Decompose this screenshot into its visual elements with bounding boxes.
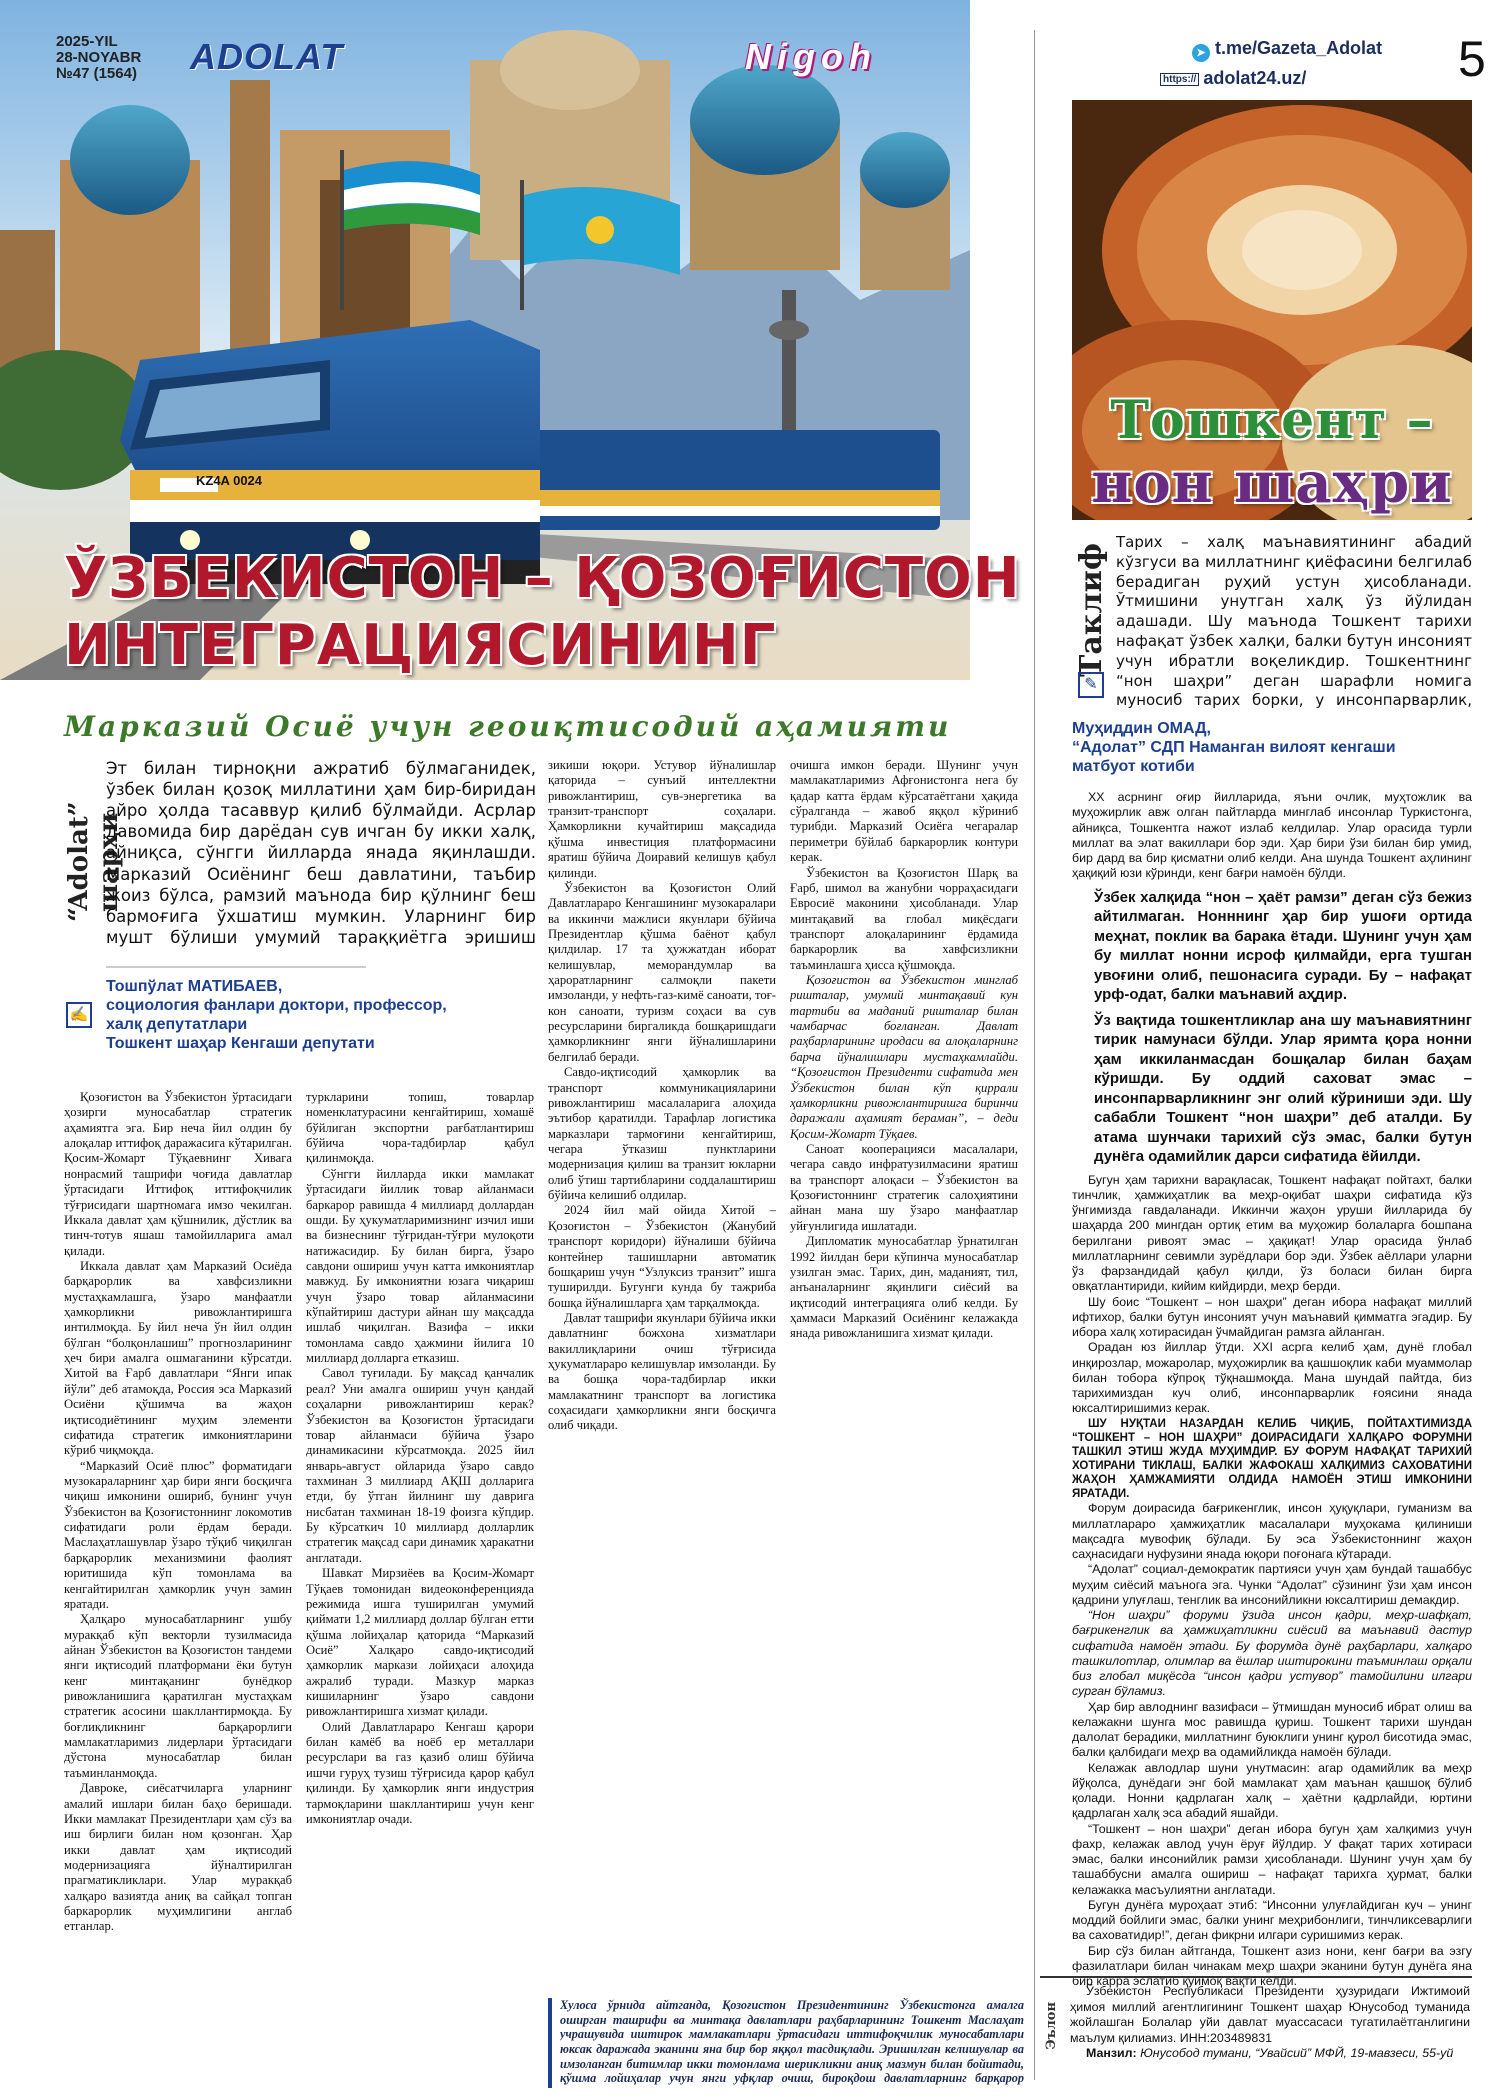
telegram-url: t.me/Gazeta_Adolat <box>1215 38 1383 58</box>
side-paragraph: Ҳар бир авлоднинг вазифаси – ўтмишдан муносиб ибрат олиш ва келажакни шунга мос равишда қуриш. Тошкент тарихи шундан далолат берадики, миллатнинг буюклиги унинг қурол бисотида эмас, балки қалбидаги меҳр ва одамийликда намоён бўлади. <box>1072 1699 1472 1760</box>
issue-info <box>56 34 141 81</box>
locomotive-plate <box>196 473 262 488</box>
side-bold-paragraph: Ўзбек халқида “нон – ҳаёт рамзи” деган сўз бежиз айтилмаган. Нонннинг ҳар бир ушоғи ортида меҳнат, поклик ва барака ётади. Шунинг учун ҳам бу миллат нонни исроф қилмайди, ерга тушган увоғини олиб, пешонасига суради. Бу – нафақат урф-одат, балки маънавий аҳдир. <box>1094 888 1472 1003</box>
page-divider <box>1034 30 1035 2080</box>
section-name: Nigoh <box>745 36 877 77</box>
side-paragraph: Бир сўз билан айтганда, Тошкент азиз нони, кенг бағри ва эзгу фазилатлари билан чинакам меҳр шаҳри эканини бутун дунёга яна бир карра эслатиб қўймоқ вақти келди. <box>1072 1943 1472 1989</box>
website-url: adolat24.uz/ <box>1203 68 1307 88</box>
main-paragraph: 2024 йил май ойида Хитой – Қозоғистон – Ўзбекистон (Жанубий транспорт коридори) йўналиши бўйича контейнер ташишларни автоматик бошқариш учун “Узлуксиз транзит” ишга туширилди. Бугунги кунда бу тажриба бошқа йўналишларга ҳам тарқалмоқда. <box>548 1203 776 1310</box>
side-paragraph: XX асрнинг оғир йилларида, яъни очлик, муҳтожлик ва муҳожирлик авж олган пайтларда минглаб инсонлар Туркистонга, айниқса, Тошкентга нажот излаб келдилар. Улар орасида турли миллат ва элат вакиллари бор эди. Ҳар бири ўзи билан бир умид, бир дард ва бир қисматни олиб келди. Ана шунда Тошкент аҳлининг ҳақиқий юзи кўринди, кенг бағри намоён бўлди. <box>1072 790 1472 881</box>
side-paragraph: Бугун дунёга муроҳаат этиб: “Инсонни улуғлайдиган куч – унинг моддий бойлиги эмас, балки унинг меҳрибонлиги, тинчликсеварлиги ва саховатидир!”, деган фикрни илгари суришимиз керак. <box>1072 1897 1472 1943</box>
main-author-title1: социология фанлари доктори, профессор, <box>106 996 447 1014</box>
main-italic-paragraph: Қозоғистон ва Ўзбекистон минглаб ришталар, умумий минтақавий кун тартиби ва маданий ришталар билан чамбарчас боғланган. Давлат раҳбарларининг иродаси ва алоқаларнинг барча йўналишлари мустаҳкамлайди. “Қозоғистон Президенти сифатида мен Ўзбекистон билан кўп қиррали ҳамкорликни ривожлантиришга биринчи даражали аҳамият бераман”, – деди Қосим-Жомарт Тўқаев. <box>790 973 1018 1141</box>
notice-label: Эълон <box>1044 2002 1059 2050</box>
main-paragraph: Ўзбекистон ва Қозоғистон Шарқ ва Ғарб, шимол ва жанубни чорраҳасидаги Евросиё маконини ҳисобланади. Улар минтақавий ва глобал миқёсдаги транспорт алоқаларининг ёрдамида баркарорлик ва хавфсизликни таъминлашга ҳисса қўшмоқда. <box>790 865 1018 972</box>
side-paragraph: Бугун ҳам тарихни варақласак, Тошкент нафақат пойтахт, балки тинчлик, ҳамжиҳатлик ва меҳр-оқибат шаҳри сифатида кўз ўнгимизда гавдаланади. Иккинчи жаҳон уруши йилларида бу шаҳарда 200 мингдан ортиқ етим ва муҳожир болаларга бошпана берилгани ривоят эмас – ҳақиқат! Улар орасида ўнлаб миллатларнинг севимли зурёдлари бор эди. Ўзбек аёллари уларни ўз фарзандидай қабул қилди, ўз боласи билан бирга овқатлантириди, кийим кийдирди, меҳр берди. <box>1072 1172 1472 1294</box>
main-paragraph: Давроке, сиёсатчиларга уларнинг амалий ишлари билан баҳо беришади. Икки мамлакат Президентлари ҳам сўз ва иш бирлиги билан ном қозонган. Ҳар икки давлат ҳам иқтисодий модернизацияга йўналтирилган прагматикликлари. Улар муракқаб халқаро вазиятда аниқ ва сайқал топган баркарорлик муҳимлигини англаб етганлар. <box>64 1781 292 1934</box>
main-paragraph: Қозоғистон ва Ўзбекистон ўртасидаги ҳозирги муносабатлар стратегик аҳамиятга эга. Бир неча йил олдин бу алоқалар иттифоқ даражасига кўтарилган. Қосим-Жомарт Тўқаевнинг Хивага нонрасмий ташрифи чоғида давлатлар ўртасидаги Иттифоқ иттифоқчилик тўғрисидаги шартномага имзо чекилган. Иккала давлат ҳам қўшнилик, дўстлик ва тинч-тотув яшаш тамойилларига амал қилади. <box>64 1090 292 1258</box>
side-lead: Тарих – халқ маънавиятининг абадий кўзгуси ва миллатнинг қиёфасини белгилаб берадиган руҳий устун ҳисобланади. Ўтмишини унутган халқ ўз йўлидан адашади. Шу маънода Тошкент тарихи нафақат ўзбек халқи, балки бутун инсоният учун ибратли воқеликдир. Тошкентнинг “нон шаҳри” деган шарафли номига муносиб тарих борки, у инсонпарварлик, <box>1116 533 1472 710</box>
side-title-line2: нон шаҳри <box>1091 450 1453 516</box>
issue-year: 2025-YIL <box>56 33 118 50</box>
page-number: 5 <box>1458 31 1486 87</box>
side-body <box>1072 790 1472 2030</box>
side-caps-paragraph: ШУ НУҚТАИ НАЗАРДАН КЕЛИБ ЧИҚИБ, ПОЙТАХТИМИЗДА “ТОШКЕНТ – НОН ШАҲРИ” ДОИРАСИДАГИ ХАЛҚАРО ФОРУМНИ ТАШКИЛ ЭТИШ ЖУДА МУҲИМДИР. БУ ФОРУМ НАФАҚАТ ТАРИХИЙ ХОТИРАНИ ТИКЛАШ, БАЛКИ ЖАФОКАШ ХАЛҚИМИЗ САХОВАТИНИ ЖАҲОН ҲАМЖАМИЯТИ ОЛДИДА НАМОЁН ЭТИШ ИМКОНИНИ ЯРАТАДИ. <box>1072 1417 1472 1501</box>
main-paragraph: Дипломатик муносабатлар ўрнатилган 1992 йилдан бери кўпинча муносабатлар узилган эмас. Тарих, дин, маданият, тил, анъаналарнинг яқинлиги сиёсий ва иқтисодий интеграцияга олиб келди. Бу ҳаммаси Марказий Осиёнинг келажакда янада ривожланишига хизмат қилади. <box>790 1234 1018 1341</box>
side-byline <box>1072 720 1472 777</box>
telegram-link[interactable] <box>1192 38 1382 62</box>
locomotive-number: 0024 <box>233 473 263 488</box>
main-paragraph: Иккала давлат ҳам Марказий Осиёда барқарорлик ва хавфсизликни мустаҳкамлашга, ўзаро манфаатли ҳамкорликни ривожлантиришга интилмоқда. Бу йил неча ўн йил олдин бўлган “болқонлашиш” прогнозларининг ҳеч бири амалга ошмаганини кўрсатди. Хитой ва Ғарб давлатлари “Янги ипак йўли” деб атамоқда, Россия эса Марказий Осиёни қўшимча ва жаҳон иқтисодиётининг муҳим элементи сифатида стратегик имкониятларини кўриб чиқмоқда. <box>64 1258 292 1458</box>
main-column-1 <box>64 1090 292 2080</box>
notice-address: Юнусобод тумани, “Увайсий” МФЙ, 19-мавзеси, 55-уй <box>1140 2046 1454 2060</box>
hero-subtitle: Марказий Осиё учун геоиқтисодий аҳамияти <box>64 710 952 743</box>
commentary-icon: ✍ <box>66 1002 92 1028</box>
main-column-4 <box>790 758 1018 1998</box>
main-paragraph: Савол туғилади. Бу мақсад қанчалик реал? Уни амалга ошириш учун қандай соҳаларни ривожлантириш керак? Ўзбекистон ва Қозоғистон ўртасидаги товар айланмаси бўйича ўзаро динамикасини кўрсатмоқда. 2025 йил январь-август ойларида ўзаро савдо тахминан 3 миллиард АҚШ долларига етди, бу ўтган йилнинг шу даврига нисбатан тахминан 18-19 фоизга кўпдир. Бу кўрсаткич 10 миллиард долларлик стратегик мақсад сари динамик ҳаракатни англатади. <box>306 1366 534 1565</box>
issue-date: 28-NOYABR <box>56 48 142 66</box>
main-rubric: “Adolat” шарҳи <box>64 801 124 923</box>
main-paragraph: зикиши юқори. Устувор йўналишлар қаторида – сунъий интеллектни ривожлантириш, сув-энергетика ва транзит-транспорт соҳалари. Ҳамкорликни кучайтириш мақсадида қўшма инвестиция платформасини яратиш бўйича Доиравий келишув қабул қилинди. <box>548 758 776 880</box>
main-paragraph: очишга имкон беради. Шунинг учун мамлакатларимиз Афғонистонга нега бу қадар катта ёрдам кўрсатаётгани ҳақида сўралганда – жавоб яққол кўриниб турибди. Марказий Осиёга чегаралар периметри бўйлаб баркарорлик контури керак. <box>790 758 1018 865</box>
main-column-2 <box>306 1090 534 2080</box>
main-paragraph: Сўнгги йилларда икки мамлакат ўртасидаги йиллик товар айланмаси баркарор равишда 4 миллиард доллардан ошди. Бу ҳукуматларимизнинг изчил иши ва бизнеснинг тўғридан-тўғри мулоқоти натижасидир. Бу билан бирга, ўзаро савдони ошириш учун катта имкониятлар мавжуд. Бу имкониятни юзага чиқариш учун ўзаро товар айланмасини кўпайтириш дастури айнан шу мақсадда ишлаб чиқилган. Вазифа – икки томонлама савдо ҳажмини йилига 10 миллиард долларга етказиш. <box>306 1166 534 1366</box>
pull-quote <box>548 1998 1024 2088</box>
pull-quote-text: Хулоса ўрнида айтганда, Қозоғистон Президентининг Ўзбекистонга амалга оширган ташрифи ва минтақа давлатлари раҳбарларининг Тошкент Маслаҳат учрашувида иштирок мамлакатлари ўртасидаги иттифоқчилик муносабатлари юксак даражада эканини яна бир бор яққол тасдиқлади. Эришилган келишувлар ва имзоланган битимлар икки томонлама шерикликни аниқ мазмун билан бойитади, қўшма лойиҳалар учун янги уфқлар очиш, бироқдош давлатларнинг барқарор <box>560 1998 1024 2086</box>
web-prefix-badge: https:// <box>1160 73 1199 86</box>
hero-title-line2: ИНТЕГРАЦИЯСИНИНГ <box>64 613 777 678</box>
main-paragraph: Олий Давлатлараро Кенгаш қарори билан камёб ва ноёб ер металлари ресурслари ва газ қазиб олиш бўйича ишчи гуруҳ тузиш тўғрисида қарор қабул қилинди. Бу ҳамкорлик янги индустрия тармоқларини шакллантириш учун кенг имкониятлар очади. <box>306 1719 534 1826</box>
notice-text: Ўзбекистон Республикаси Президенти ҳузуридаги Ижтимоий ҳимоя миллий агентлигининг Тошкент шаҳар Юнусобод туманида жойлашган Болалар уйи давлат муассасаси тугатилаётганлигини маълум қилиамиз. ИНН:203489831 <box>1070 1984 1470 2045</box>
side-rubric: Таклиф <box>1074 543 1109 677</box>
side-italic-paragraph: “Нон шаҳри” форуми ўзида инсон қадри, меҳр-шафқат, бағрикенглик ва ҳамжиҳатликни сиёсий ва маънавий дастур сифатида намоён этади. Бу форумда дунё раҳбарлари, халқаро ташкилотлар, олимлар ва ёшлар иштирокини таъминлаш орқали биз глобал миқёсда “инсон қадри устувор” тамойилини илгари сурган бўламиз. <box>1072 1608 1472 1699</box>
locomotive-label: KZ4A <box>196 473 230 488</box>
main-paragraph: Ҳалқаро муносабатларнинг ушбу муракқаб кўп векторли тузилмасида айнан Ўзбекистон ва Қозоғистон тандеми янги иқтисодий платформани ёки бутун кенг минтақанинг бунёдкор ривожланишига қаратилган мустаҳкам стратегик асосини шакллантирмоқда. Бу боғлиқликнинг барқарорлиги мамлакатларимиз лидерлари ўртасидаги дўстона муносабатлар билан таъминланмоқда. <box>64 1612 292 1780</box>
newspaper-logo: ADOLAT <box>190 36 344 77</box>
main-paragraph: Савдо-иқтисодий ҳамкорлик ва транспорт коммуникацияларини ривожлантириш масалаларига алоҳида эътибор қаратилди. Тарафлар логистика марказлари тармоғини кенгайтириш, чегара ўтказиш пунктларини модернизация қилиш ва транзит юкларни олиб ўтиш тартибларини соддалаштириш бўйича келишиб олдилар. <box>548 1065 776 1203</box>
issue-number: №47 (1564) <box>56 64 137 82</box>
main-author-title3: Тошкент шаҳар Кенгаши депутати <box>106 1034 375 1052</box>
side-bold-paragraph: Ўз вақтида тошкентликлар ана шу маънавиятнинг тирик намунаси бўлди. Улар яримта қора нонни ҳам иккиланмасдан бошқалар билан баҳам кўришди. Бу оддий саховат эмас – инсонпарварликнинг энг олий кўриниши эди. Шу сабабли Тошкент “нон шаҳри” деб аталди. Бу атама шунчаки тарихий сўз эмас, балки бутун дунёга одамийлик дарси сифатида ёйилди. <box>1094 1011 1472 1165</box>
side-paragraph: Келажак авлодлар шуни унутмасин: агар одамийлик ва меҳр йўқолса, дунёдаги энг бой мамлакат ҳам маънан қашшоқ бўлиб қолади. Нонни қадрлаган халқ – ҳаётни қадрлайди, юртини қадрлаган халқ эса абадий яшайди. <box>1072 1760 1472 1821</box>
pen-icon: ✎ <box>1078 672 1104 698</box>
hero-title-line1: ЎЗБЕКИСТОН – ҚОЗОҒИСТОН <box>64 546 1021 611</box>
main-paragraph: туркларини топиш, товарлар номенклатурасини кенгайтириш, хомашё бўйлиган экспортни рағбатлантириш бўйича чора-тадбирлар қабул қилинмоқда. <box>306 1090 534 1166</box>
side-paragraph: “Тошкент – нон шаҳри” деган ибора бугун ҳам халқимиз учун фахр, келажак авлод учун ёруғ йўлдир. У фақат тарих хотираси эмас, балки инсонийлик рамзи ҳисобланади. Шунинг учун ҳам бу ташаббусни амалга ошириш – нафақат тарихга ҳурмат, балки келажакка масъулиятни англатади. <box>1072 1821 1472 1897</box>
main-paragraph: Саноат кооперацияси масалалари, чегара савдо инфратузилмасини яратиш ва транспорт алоқаси – Ўзбекистон ва Қозоғистоннинг стратегик салоҳиятини айнан мана шу ўзаро манфаатлар уйғунлигида ишлатади. <box>790 1141 1018 1233</box>
notice-body <box>1070 1984 1470 2062</box>
main-author-title2: халқ депутатлари <box>106 1015 248 1033</box>
main-lead: Эт билан тирноқни ажратиб бўлмаганидек, ўзбек билан қозоқ миллатини ҳам бир-биридан айро ҳолда тасаввур қилиб бўлмайди. Асрлар давомида бир дарёдан сув ичган бу икки халқ, айниқса, сўнгги йилларда янада яқинлашди. Марказий Осиёнинг беш давлатини, таъбир жоиз бўлса, рамзий маънода бир қўлнинг беш бармоғига ўхшатиш мумкин. Уларнинг бир мушт бўлиши умумий тараққиётга эришиш <box>106 759 536 947</box>
side-author-title1: “Адолат” СДП Наманган вилоят кенгаши <box>1072 738 1396 756</box>
notice-address-label: Манзил: <box>1086 2046 1137 2060</box>
side-paragraph: Шу боис “Тошкент – нон шаҳри” деган ибора нафақат миллий ифтихор, балки бутун инсоният учун маънавий қимматга эгадир. Бу ибора халқ хотирасидан ўчмайдиган рамзга айланган. <box>1072 1294 1472 1339</box>
main-paragraph: Шавкат Мирзиёев ва Қосим-Жомарт Тўқаев томонидан видеоконференцияда режимида ишга туширилган умумий қиймати 1,2 миллиард доллар бўлган етти қўшма лойиҳалар қаторида “Марказий Осиё” Халқаро савдо-иқтисодий ҳамкорлик маркази лойиҳаси алоҳида ажралиб туради. Мазкур марказ кишиларнинг ўзаро савдони ривожлантиришга хизмат қилади. <box>306 1566 534 1719</box>
byline-divider <box>106 966 366 968</box>
telegram-icon: ➤ <box>1192 44 1210 62</box>
notice-box <box>1040 1976 1472 2082</box>
side-paragraph: Орадан юз йиллар ўтди. XXI асрга келиб ҳам, дунё глобал инқирозлар, можаролар, муҳожирлик ва қашшоқлик каби муаммолар билан тобора кўпроқ тўқнашмоқда. Мана шундай пайтда, биз тарихимиздан куч олиб, инсонпарварлик ғоясини янада юксалтиришимиз керак. <box>1072 1340 1472 1416</box>
main-paragraph: Ўзбекистон ва Қозоғистон Олий Давлатлараро Кенгашининг музокаралари ва иккинчи мажлиси якунлари бўйича Президентлар қўшма баёнот қабул қилдилар. 17 та ҳужжатдан иборат келишувлар, меморандумлар ва ҳароратларнинг салмоқли пакети имзоланди, у нефть-газ-кимё саноати, тоғ-кон саноати, туризм соҳаси ва сув ресурсларини биргаликда бошқаришдаги ҳамкорликнинг янги йўналишларини белгилаб беради. <box>548 880 776 1064</box>
side-author-title2: матбуот котиби <box>1072 757 1195 775</box>
website-link[interactable] <box>1160 68 1306 89</box>
side-title-wrap <box>1072 390 1472 520</box>
side-author-name: Муҳиддин ОМАД, <box>1072 720 1211 737</box>
main-paragraph: “Марказий Осиё плюс” форматидаги музокараларнинг ҳар бири янги босқичга чиқиш имконини ошириб, бунинг учун Ўзбекистон ва Қозоғистоннинг локомотив сифатидаги роли ёрдам беради. Маслаҳатлашувлар ўзаро тўқиб чиқилган барқарорлик механизмини фаолият юритишида кўп томонлама ва кенгайтирилган ҳамкорлик учун замин яратади. <box>64 1458 292 1611</box>
side-paragraph: Форум доирасида бағрикенглик, инсон ҳуқуқлари, гуманизм ва миллатлараро ҳамжиҳатлик масалалари муҳокама қилиниши мақсадга мувофиқ бўлади. Бу эса Ўзбекистоннинг жаҳон саҳнасидаги нуфузини янада юқори поғонага кўтаради. <box>1072 1501 1472 1562</box>
side-title-line1: Тошкент – <box>1110 390 1434 451</box>
main-byline <box>106 978 546 1054</box>
main-paragraph: Давлат ташрифи якунлари бўйича икки давлатнинг божхона хизматлари вакиллиқларини очиш тўғрисида ҳукуматлараро келишувлар имзоланди. Бу ва бошқа чора-тадбирлар икки мамлакатнинг транспорт ва логистика соҳасидаги ҳамкорликни янги босқичга олиб чиқади. <box>548 1310 776 1433</box>
main-author-name: Тошпўлат МАТИБАЕВ, <box>106 978 283 995</box>
main-column-3 <box>548 758 776 1998</box>
side-paragraph: “Адолат” социал-демократик партияси учун ҳам бундай ташаббус муҳим сиёсий маънога эга. Чунки “Адолат” сўзининг ўзи ҳам инсон қадрини улуғлаш, тенглик ва инсонийликни юксалтириш демакдир. <box>1072 1562 1472 1607</box>
